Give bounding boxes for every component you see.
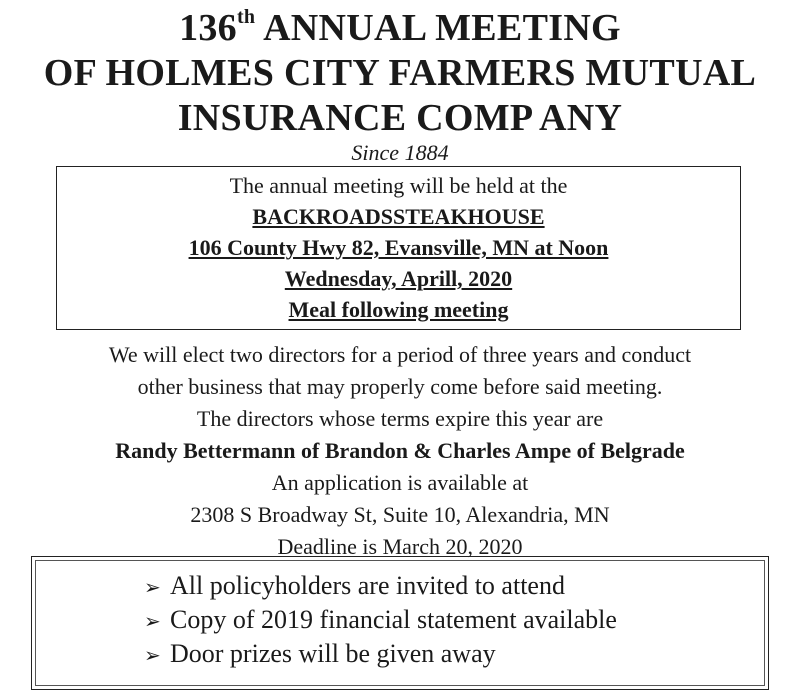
bullets-box [31, 556, 769, 690]
meeting-meal: Meal following meeting [288, 297, 509, 322]
arrow-bullet-icon: ➢ [144, 575, 161, 599]
application-line: An application is available at [271, 470, 529, 495]
title-line-3: INSURANCE COMP ANY [177, 97, 623, 139]
deadline-line: Deadline is March 20, 2020 [277, 534, 523, 559]
bullet-item [144, 639, 496, 670]
title-line-1-rest: ANNUAL MEETING [255, 7, 621, 49]
meeting-venue: BACKROADSSTEAKHOUSE [252, 204, 545, 229]
directors-line: Randy Bettermann of Brandon & Charles Ampe of Belgrade [115, 438, 685, 463]
body-line-1: We will elect two directors for a period of three years and conduct [108, 342, 692, 367]
bullet-item [144, 571, 565, 602]
meeting-date: Wednesday, Aprill, 2020 [284, 266, 513, 291]
body-line-2: other business that may properly come before said meeting. [137, 374, 663, 399]
title-ordinal-suffix: th [236, 6, 256, 28]
bullet-text: All policyholders are invited to attend [170, 571, 565, 600]
since-line: Since 1884 [351, 140, 449, 165]
arrow-bullet-icon: ➢ [144, 643, 161, 667]
title-line-1 [0, 6, 800, 50]
body-line-3: The directors whose terms expire this year are [196, 406, 604, 431]
title-ordinal-number: 136 [179, 7, 237, 49]
meeting-details-box [56, 166, 741, 330]
bullet-item [144, 605, 617, 636]
bullet-text: Door prizes will be given away [170, 639, 496, 668]
title-line-2: OF HOLMES CITY FARMERS MUTUAL [43, 52, 757, 94]
meeting-intro: The annual meeting will be held at the [229, 173, 568, 198]
meeting-address: 106 County Hwy 82, Evansville, MN at Noon [188, 235, 609, 260]
bullet-text: Copy of 2019 financial statement available [170, 605, 617, 634]
arrow-bullet-icon: ➢ [144, 609, 161, 633]
application-address: 2308 S Broadway St, Suite 10, Alexandria, MN [190, 502, 610, 527]
